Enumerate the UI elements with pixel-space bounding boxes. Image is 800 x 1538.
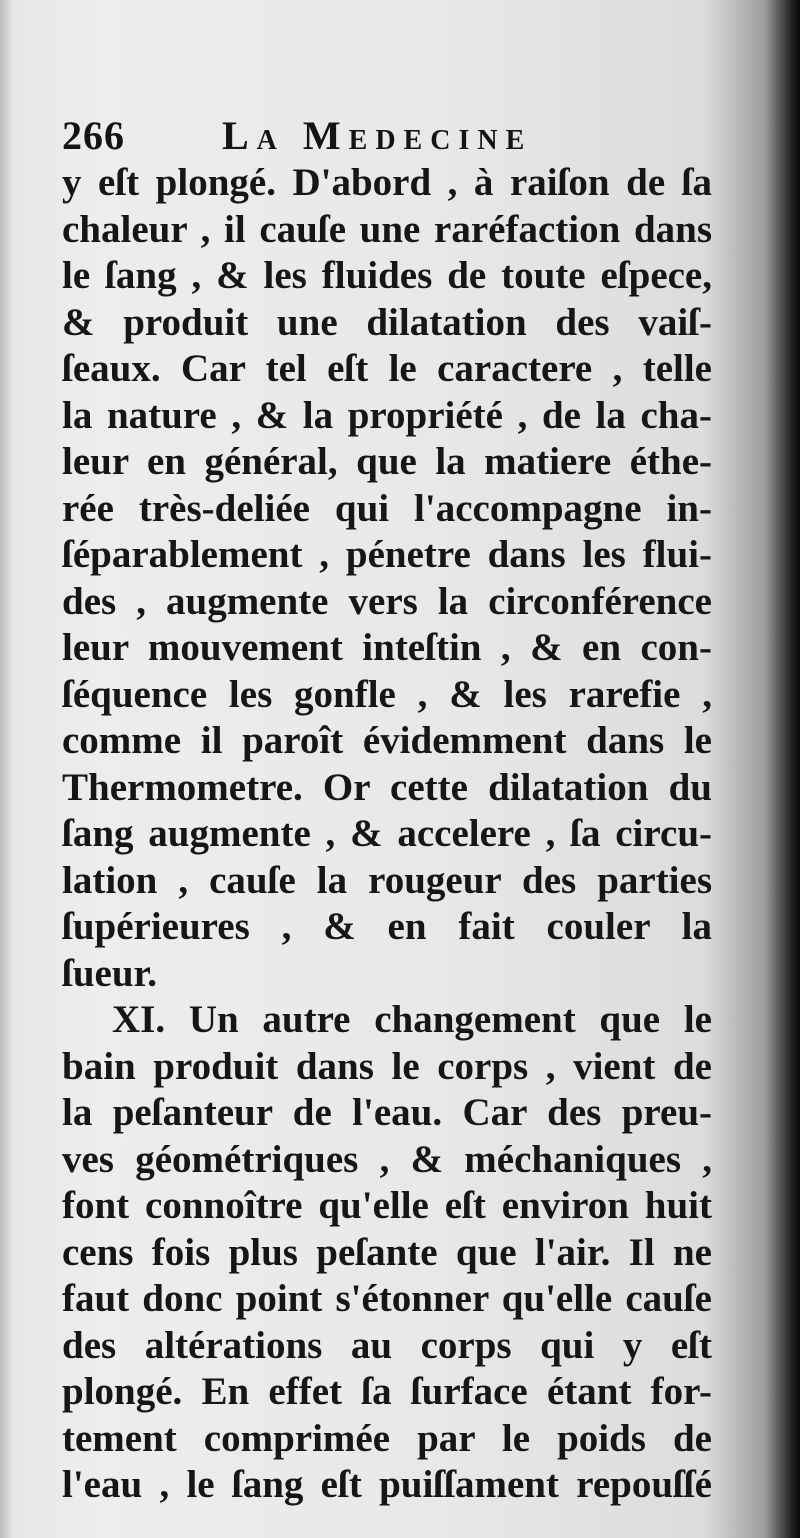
page-number: 266 [62, 113, 125, 158]
text-line: font connoître qu'elle eſt environ huit [62, 1184, 712, 1227]
paragraph-start-line: XI. Un autre changement que le [112, 998, 712, 1041]
text-line: ſéparablement , pénetre dans les flui- [62, 533, 712, 576]
text-line: plongé. En effet ſa ſurface étant for- [62, 1370, 712, 1413]
text-line: le ſang , & les fluides de toute eſpece, [62, 254, 712, 297]
text-line: tement comprimée par le poids de [62, 1416, 712, 1460]
text-line: faut donc point s'étonner qu'elle cauſe [62, 1277, 712, 1320]
text-line: des , augmente vers la circonférence [62, 579, 712, 623]
text-line: lation , cauſe la rougeur des parties [62, 858, 712, 902]
binding-shadow [764, 0, 800, 1538]
text-line: ſéquence les gonfle , & les rarefie , [62, 672, 712, 716]
text-line: ſupérieures , & en fait couler la [62, 905, 712, 948]
text-line: ſueur. [62, 951, 158, 995]
running-title: La Medecine [222, 113, 533, 158]
text-line: leur en général, que la matiere éthe- [62, 440, 712, 483]
text-line: comme il paroît évidemment dans le [62, 719, 712, 762]
text-line: la nature , & la propriété , de la cha- [62, 393, 712, 437]
body-text [62, 160, 712, 1509]
text-line: Thermometre. Or cette dilatation du [62, 765, 712, 809]
text-line: chaleur , il cauſe une raréfaction dans [62, 207, 712, 251]
page-left-edge [0, 0, 12, 1538]
text-line: ves géométriques , & méchaniques , [62, 1137, 712, 1181]
text-line: & produit une dilatation des vaiſ- [62, 300, 712, 344]
text-line: rée très-deliée qui l'accompagne in- [62, 486, 712, 530]
text-line: la peſanteur de l'eau. Car des preu- [62, 1091, 712, 1134]
text-line: des altérations au corps qui y eſt [62, 1323, 712, 1367]
text-line: ſeaux. Car tel eſt le caractere , telle [62, 347, 712, 390]
text-line: cens fois plus peſante que l'air. Il ne [62, 1230, 712, 1274]
text-line: l'eau , le ſang eſt puiſſament repouſſé [62, 1463, 712, 1506]
text-line: ſang augmente , & accelere , ſa circu- [62, 812, 712, 855]
text-line: bain produit dans le corps , vient de [62, 1044, 712, 1088]
text-line: y eſt plongé. D'abord , à raiſon de ſa [62, 161, 712, 204]
text-line: leur mouvement inteſtin , & en con- [62, 626, 712, 669]
page-header [62, 110, 712, 160]
